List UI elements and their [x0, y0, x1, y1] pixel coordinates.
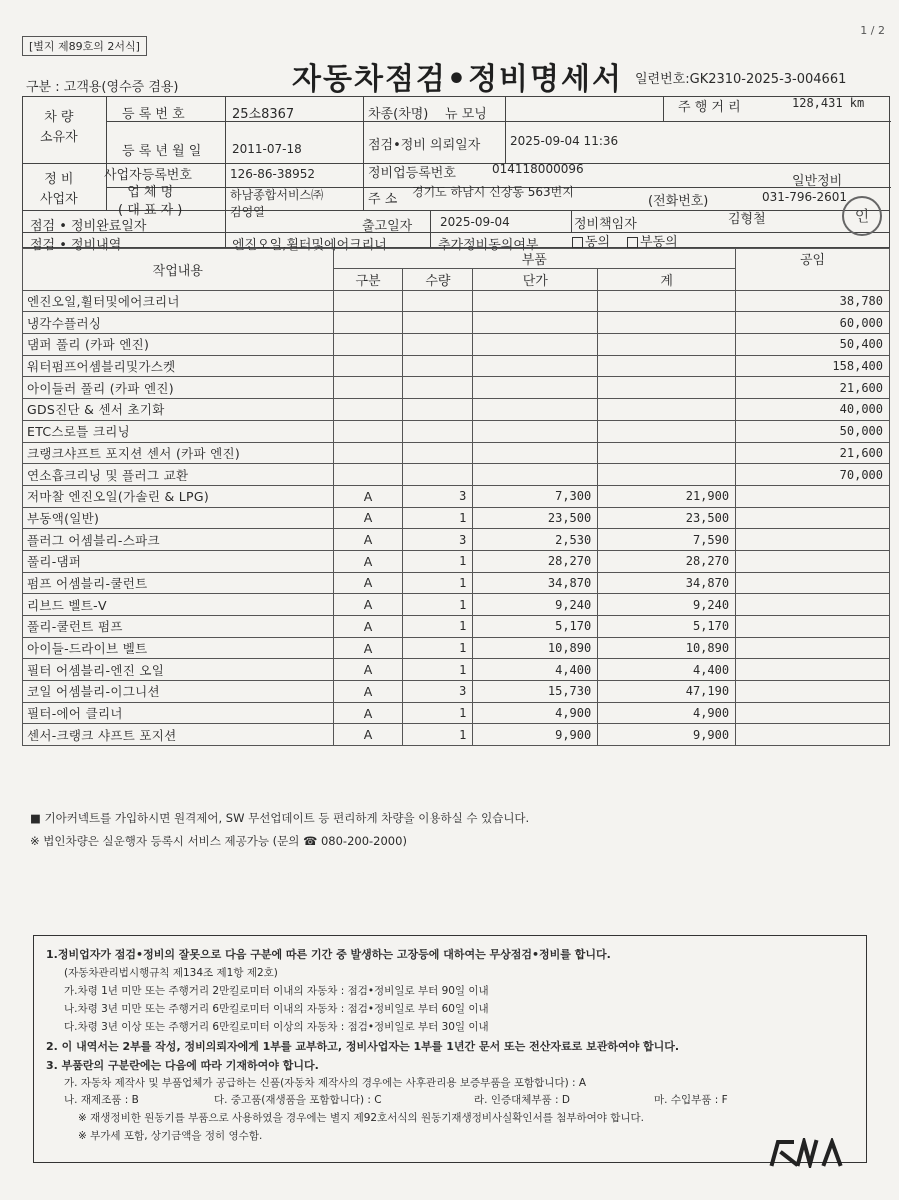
business-no-label: 사업자등록번호: [104, 168, 192, 183]
item-total: 47,190: [598, 681, 736, 703]
extra-consent-label: 추가정비동의여부: [438, 238, 539, 253]
notice-line-7: 3. 부품란의 구분란에는 다음에 따라 기재하여야 합니다.: [46, 1059, 319, 1072]
item-labor: [736, 702, 890, 724]
item-total: [598, 464, 736, 486]
serial-number: [635, 68, 846, 87]
disagree-checkbox-icon[interactable]: [627, 237, 638, 248]
notice-line-11: ※ 부가세 포함, 상기금액을 정히 영수함.: [78, 1130, 263, 1142]
item-total: 9,240: [598, 594, 736, 616]
item-labor: 70,000: [736, 464, 890, 486]
header-total: 계: [598, 269, 736, 291]
item-unit-price: 2,530: [473, 529, 598, 551]
item-name: 저마찰 엔진오일(가솔린 & LPG): [23, 485, 334, 507]
table-row: [23, 312, 890, 334]
shop-type: 일반정비: [792, 174, 843, 189]
item-labor: [736, 724, 890, 746]
item-unit-price: [473, 355, 598, 377]
item-total: [598, 399, 736, 421]
item-name: 워터펌프어셈블리및가스켓: [23, 355, 334, 377]
item-qty: 3: [403, 681, 473, 703]
item-qty: 1: [403, 594, 473, 616]
item-qty: 3: [403, 485, 473, 507]
corporate-vehicle-note: ※ 법인차량은 실운행자 등록시 서비스 제공가능 (문의 ☎ 080-200-2000): [30, 834, 407, 848]
item-name: 연소흡크리닝 및 플러그 교환: [23, 464, 334, 486]
notice-line-3: 가.차령 1년 미만 또는 주행거리 2만킬로미터 이내의 자동차 : 점검•정비일로 부터 90일 이내: [64, 985, 489, 997]
item-qty: 1: [403, 507, 473, 529]
item-name: 아이들러 풀리 (카파 엔진): [23, 377, 334, 399]
item-qty: [403, 334, 473, 356]
table-row: [23, 464, 890, 486]
table-row: [23, 355, 890, 377]
item-name: 플러그 어셈블리-스파크: [23, 529, 334, 551]
table-row: [23, 485, 890, 507]
item-type: [333, 464, 403, 486]
item-total: 28,270: [598, 550, 736, 572]
vehicle-section-label: 차 량 소유자: [40, 110, 78, 145]
item-type: A: [333, 724, 403, 746]
item-qty: 1: [403, 724, 473, 746]
table-row: [23, 572, 890, 594]
item-type: A: [333, 637, 403, 659]
item-unit-price: [473, 377, 598, 399]
item-total: 34,870: [598, 572, 736, 594]
table-row: [23, 550, 890, 572]
notice-line-10: ※ 재생정비한 원동기를 부품으로 사용하였을 경우에는 별지 제92호서식의 원동기재생정비사실확인서를 첨부하여야 합니다.: [78, 1112, 645, 1124]
table-header-row: [23, 249, 890, 269]
mileage-label: 주 행 거 리: [678, 100, 741, 115]
table-row: [23, 616, 890, 638]
item-labor: 38,780: [736, 290, 890, 312]
table-row: [23, 724, 890, 746]
notice-line-9a: 나. 재제조품 : B: [64, 1094, 139, 1106]
item-type: [333, 355, 403, 377]
item-type: [333, 334, 403, 356]
header-type: 구분: [333, 269, 403, 291]
model-label: 차종(차명): [368, 107, 429, 122]
item-type: [333, 399, 403, 421]
item-type: [333, 312, 403, 334]
completion-date-label: 점검 • 정비완료일자: [30, 219, 147, 234]
work-items-table: [22, 248, 890, 746]
item-unit-price: 23,500: [473, 507, 598, 529]
item-unit-price: [473, 464, 598, 486]
kia-logo: [768, 1138, 848, 1172]
item-unit-price: [473, 312, 598, 334]
item-name: 리브드 벨트-V: [23, 594, 334, 616]
table-row: [23, 334, 890, 356]
item-labor: 21,600: [736, 377, 890, 399]
agree-checkbox-icon[interactable]: [572, 237, 583, 248]
item-total: 4,400: [598, 659, 736, 681]
item-labor: [736, 659, 890, 681]
item-qty: 1: [403, 550, 473, 572]
header-unit-price: 단가: [473, 269, 598, 291]
notice-line-5: 다.차령 3년 이상 또는 주행거리 6만킬로미터 이상의 자동차 : 점검•정비일로 부터 30일 이내: [64, 1021, 489, 1033]
item-name: 필터-에어 클리너: [23, 702, 334, 724]
item-name: 펌프 어셈블리-쿨런트: [23, 572, 334, 594]
item-type: [333, 442, 403, 464]
item-name: 풀리-쿨런트 펌프: [23, 616, 334, 638]
consent-disagree-option[interactable]: 부동의: [627, 231, 678, 250]
item-labor: [736, 594, 890, 616]
table-row: [23, 702, 890, 724]
item-total: [598, 420, 736, 442]
item-unit-price: [473, 420, 598, 442]
kia-logo-icon: [768, 1138, 848, 1168]
notice-line-9c: 라. 인증대체부품 : D: [474, 1094, 570, 1106]
item-name: 아이들-드라이브 벨트: [23, 637, 334, 659]
item-total: 9,900: [598, 724, 736, 746]
serial-value: GK2310-2025-3-004661: [689, 72, 847, 87]
item-type: A: [333, 550, 403, 572]
item-type: [333, 290, 403, 312]
item-labor: [736, 616, 890, 638]
company-name: 하남종합서비스㈜: [230, 188, 324, 202]
serial-label: 일련번호:: [635, 72, 690, 87]
item-unit-price: [473, 442, 598, 464]
table-row: [23, 594, 890, 616]
item-type: [333, 377, 403, 399]
reg-date-label: 등 록 년 월 일: [122, 144, 202, 159]
document-title: 자동차점검•정비명세서: [292, 62, 623, 97]
item-name: 풀리-댐퍼: [23, 550, 334, 572]
warranty-notice-box: [33, 935, 867, 1163]
item-type: A: [333, 681, 403, 703]
shop-no-value: 014118000096: [492, 162, 584, 176]
table-row: [23, 637, 890, 659]
item-type: A: [333, 594, 403, 616]
item-qty: 1: [403, 616, 473, 638]
release-date-value: 2025-09-04: [440, 215, 510, 229]
item-labor: 50,400: [736, 334, 890, 356]
item-type: A: [333, 702, 403, 724]
company-label: 업 체 명 ( 대 표 자 ): [118, 185, 183, 218]
manager-value: 김형철: [728, 212, 766, 227]
request-date-value: 2025-09-04 11:36: [510, 134, 619, 148]
item-type: A: [333, 572, 403, 594]
item-qty: 3: [403, 529, 473, 551]
item-type: A: [333, 659, 403, 681]
table-row: [23, 399, 890, 421]
item-labor: [736, 507, 890, 529]
release-date-label: 출고일자: [362, 219, 413, 234]
representative-name: 김영열: [230, 205, 265, 219]
item-labor: [736, 681, 890, 703]
item-qty: [403, 312, 473, 334]
item-unit-price: [473, 399, 598, 421]
item-name: GDS진단 & 센서 초기화: [23, 399, 334, 421]
item-qty: [403, 377, 473, 399]
receipt-type: 구분 : 고객용(영수증 겸용): [26, 80, 179, 95]
item-qty: 1: [403, 637, 473, 659]
item-labor: 40,000: [736, 399, 890, 421]
item-total: 5,170: [598, 616, 736, 638]
item-total: 7,590: [598, 529, 736, 551]
item-type: [333, 420, 403, 442]
item-unit-price: 34,870: [473, 572, 598, 594]
item-total: 10,890: [598, 637, 736, 659]
table-row: [23, 442, 890, 464]
table-row: [23, 377, 890, 399]
table-row: [23, 420, 890, 442]
item-type: A: [333, 529, 403, 551]
notice-line-6: 2. 이 내역서는 2부를 작성, 정비의뢰자에게 1부를 교부하고, 정비사업자는 1부를 1년간 문서 또는 전산자료로 보관하여야 합니다.: [46, 1040, 680, 1053]
item-unit-price: 9,240: [473, 594, 598, 616]
item-total: [598, 355, 736, 377]
item-total: [598, 377, 736, 399]
kia-connect-note: ■ 기아커넥트를 가입하시면 원격제어, SW 무선업데이트 등 편리하게 차량을 이용하실 수 있습니다.: [30, 811, 530, 825]
item-total: 4,900: [598, 702, 736, 724]
item-unit-price: 5,170: [473, 616, 598, 638]
item-name: 코일 어셈블리-이그니션: [23, 681, 334, 703]
item-qty: 1: [403, 702, 473, 724]
item-name: 크랭크샤프트 포지션 센서 (카파 엔진): [23, 442, 334, 464]
item-unit-price: 15,730: [473, 681, 598, 703]
manager-label: 정비책임자: [574, 217, 637, 232]
item-unit-price: 10,890: [473, 637, 598, 659]
item-unit-price: 7,300: [473, 485, 598, 507]
notice-line-1: 1.정비업자가 점검•정비의 잘못으로 다음 구분에 따른 기간 중 발생하는 고장등에 대하여는 무상점검•정비를 합니다.: [46, 948, 611, 961]
reg-date-value: 2011-07-18: [232, 142, 302, 156]
form-number-label: [별지 제89호의 2서식]: [22, 36, 147, 56]
item-unit-price: 4,400: [473, 659, 598, 681]
phone-label: (전화번호): [648, 194, 709, 209]
item-qty: [403, 464, 473, 486]
shop-no-label: 정비업등록번호: [368, 166, 456, 181]
header-labor: 공임: [736, 249, 890, 291]
reg-no-label: 등 록 번 호: [122, 107, 185, 122]
item-name: 센서-크랭크 샤프트 포지션: [23, 724, 334, 746]
item-qty: [403, 420, 473, 442]
item-total: [598, 334, 736, 356]
header-qty: 수량: [403, 269, 473, 291]
item-labor: 50,000: [736, 420, 890, 442]
seal-stamp: 인: [842, 196, 882, 236]
item-unit-price: 28,270: [473, 550, 598, 572]
item-name: 냉각수플러싱: [23, 312, 334, 334]
header-parts: 부품: [333, 249, 736, 269]
item-unit-price: 9,900: [473, 724, 598, 746]
item-qty: 1: [403, 659, 473, 681]
notice-line-9b: 다. 중고품(재생품을 포함합니다) : C: [214, 1094, 382, 1106]
item-labor: 21,600: [736, 442, 890, 464]
phone-value: 031-796-2601: [762, 190, 848, 204]
item-type: A: [333, 616, 403, 638]
item-total: [598, 442, 736, 464]
item-labor: 60,000: [736, 312, 890, 334]
request-date-label: 점검•정비 의뢰일자: [368, 138, 481, 153]
reg-no-value: 25소8367: [232, 107, 295, 122]
item-name: ETC스로틀 크리닝: [23, 420, 334, 442]
item-qty: [403, 290, 473, 312]
notice-line-8: 가. 자동차 제작사 및 부품업체가 공급하는 신품(자동차 제작사의 경우에는 사후관리용 보증부품을 포함합니다) : A: [64, 1077, 587, 1089]
notice-line-2: (자동차관리법시행규칙 제134조 제1항 제2호): [64, 967, 278, 979]
item-name: 댐퍼 풀리 (카파 엔진): [23, 334, 334, 356]
table-row: [23, 507, 890, 529]
item-name: 엔진오일,휠터및에어크리너: [23, 290, 334, 312]
item-type: A: [333, 507, 403, 529]
item-qty: [403, 442, 473, 464]
header-work: 작업내용: [23, 249, 334, 291]
item-unit-price: [473, 334, 598, 356]
item-total: 21,900: [598, 485, 736, 507]
table-row: [23, 659, 890, 681]
item-labor: [736, 637, 890, 659]
work-content-value: 엔진오일,휠터및에어크리너: [232, 238, 387, 253]
item-total: [598, 290, 736, 312]
item-labor: [736, 485, 890, 507]
item-qty: [403, 355, 473, 377]
table-row: [23, 529, 890, 551]
notice-line-4: 나.차령 3년 미만 또는 주행거리 6만킬로미터 이내의 자동차 : 점검•정비일로 부터 60일 이내: [64, 1003, 489, 1015]
address-value: 경기도 하남시 신장동 563번지: [412, 185, 574, 199]
item-labor: [736, 572, 890, 594]
model-value: 뉴 모닝: [445, 107, 487, 122]
work-content-label: 점검 • 정비내역: [30, 238, 122, 253]
table-row: [23, 290, 890, 312]
item-unit-price: 4,900: [473, 702, 598, 724]
item-labor: [736, 529, 890, 551]
item-unit-price: [473, 290, 598, 312]
consent-agree-option[interactable]: 동의: [572, 231, 610, 250]
item-name: 필터 어셈블리-엔진 오일: [23, 659, 334, 681]
notice-line-9d: 마. 수입부품 : F: [654, 1094, 728, 1106]
item-labor: 158,400: [736, 355, 890, 377]
item-total: 23,500: [598, 507, 736, 529]
item-qty: 1: [403, 572, 473, 594]
business-no-value: 126-86-38952: [230, 167, 316, 181]
mileage-value: 128,431 km: [792, 96, 865, 110]
item-labor: [736, 550, 890, 572]
item-total: [598, 312, 736, 334]
item-type: A: [333, 485, 403, 507]
item-qty: [403, 399, 473, 421]
page-number: 1 / 2: [860, 24, 885, 37]
address-label: 주 소: [368, 192, 398, 207]
business-section-label: 정 비 사업자: [40, 172, 78, 207]
table-row: [23, 681, 890, 703]
item-name: 부동액(일반): [23, 507, 334, 529]
